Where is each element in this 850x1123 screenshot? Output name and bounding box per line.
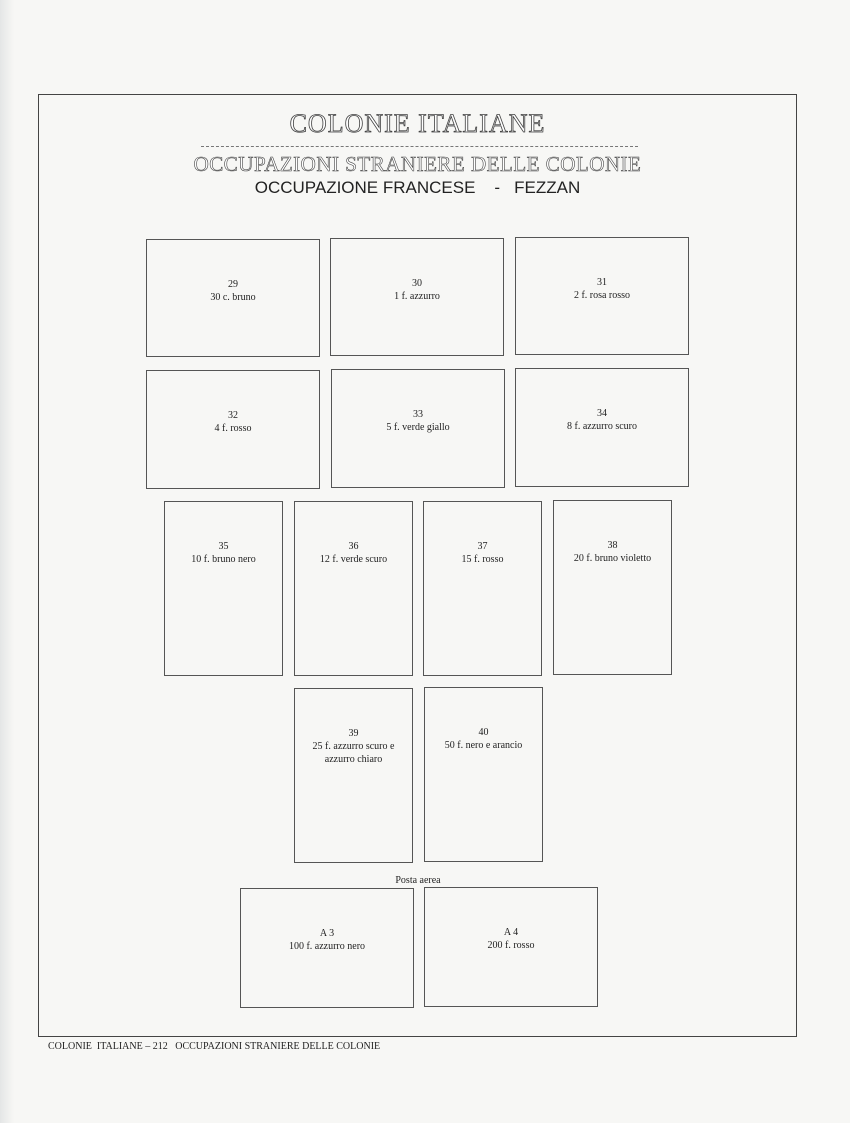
- stamp-number: 40: [478, 727, 489, 738]
- stamp-box: [330, 238, 504, 356]
- stamp-number: 30: [412, 278, 422, 289]
- stamp-number: 36: [348, 541, 359, 552]
- stamp-box: [424, 887, 598, 1007]
- page-title: COLONIE ITALIANE: [289, 109, 546, 138]
- stamp-description: 5 f. verde giallo: [386, 422, 450, 433]
- stamp-box: [164, 501, 283, 676]
- airmail-section-label: Posta aerea: [395, 875, 441, 886]
- stamp-description: 200 f. rosso: [487, 940, 535, 951]
- stamp-number: 38: [607, 540, 618, 551]
- stamp-description: 30 c. bruno: [210, 292, 256, 303]
- title-divider: [201, 146, 638, 147]
- stamp-number: 29: [228, 279, 238, 290]
- stamp-number: A 4: [503, 927, 519, 938]
- page-subtitle: OCCUPAZIONI STRANIERE DELLE COLONIE: [193, 152, 642, 176]
- stamp-box: [553, 500, 672, 675]
- stamp-box: [515, 237, 689, 355]
- stamp-box: [146, 370, 320, 489]
- stamp-description: 12 f. verde scuro: [319, 554, 388, 565]
- stamp-description: 100 f. azzurro nero: [288, 941, 366, 952]
- stamp-number: 32: [228, 410, 238, 421]
- stamp-number: A 3: [319, 928, 335, 939]
- stamp-description: 10 f. bruno nero: [191, 554, 256, 565]
- stamp-description: 20 f. bruno violetto: [573, 553, 652, 564]
- stamp-box: [423, 501, 542, 676]
- stamp-number: 34: [597, 408, 607, 419]
- stamp-box: [240, 888, 414, 1008]
- stamp-box: [424, 687, 543, 862]
- stamp-description: 2 f. rosa rosso: [573, 290, 631, 301]
- page-footer: COLONIE ITALIANE – 212 OCCUPAZIONI STRANIERE DELLE COLONIE: [48, 1041, 381, 1052]
- stamp-description: 8 f. azzurro scuro: [567, 421, 637, 432]
- stamp-description: 15 f. rosso: [461, 554, 504, 565]
- stamp-description: 4 f. rosso: [214, 423, 252, 434]
- stamp-description: 50 f. nero e arancio: [444, 740, 523, 751]
- stamp-number: 37: [477, 541, 488, 552]
- stamp-description: 25 f. azzurro scuro e azzurro chiaro: [312, 741, 395, 765]
- stamp-number: 33: [413, 409, 423, 420]
- stamp-number: 31: [597, 277, 607, 288]
- page-edge-shadow: [0, 0, 14, 1123]
- stamp-box: [294, 688, 413, 863]
- page-frame: [38, 94, 797, 1037]
- stamp-number: 39: [348, 728, 359, 739]
- stamp-number: 35: [218, 541, 229, 552]
- stamp-description: 1 f. azzurro: [394, 291, 440, 302]
- stamp-box: [515, 368, 689, 487]
- stamp-box: [331, 369, 505, 488]
- page-subtitle-territory: OCCUPAZIONE FRANCESE - FEZZAN: [254, 178, 581, 197]
- stamp-box: [146, 239, 320, 357]
- stamp-box: [294, 501, 413, 676]
